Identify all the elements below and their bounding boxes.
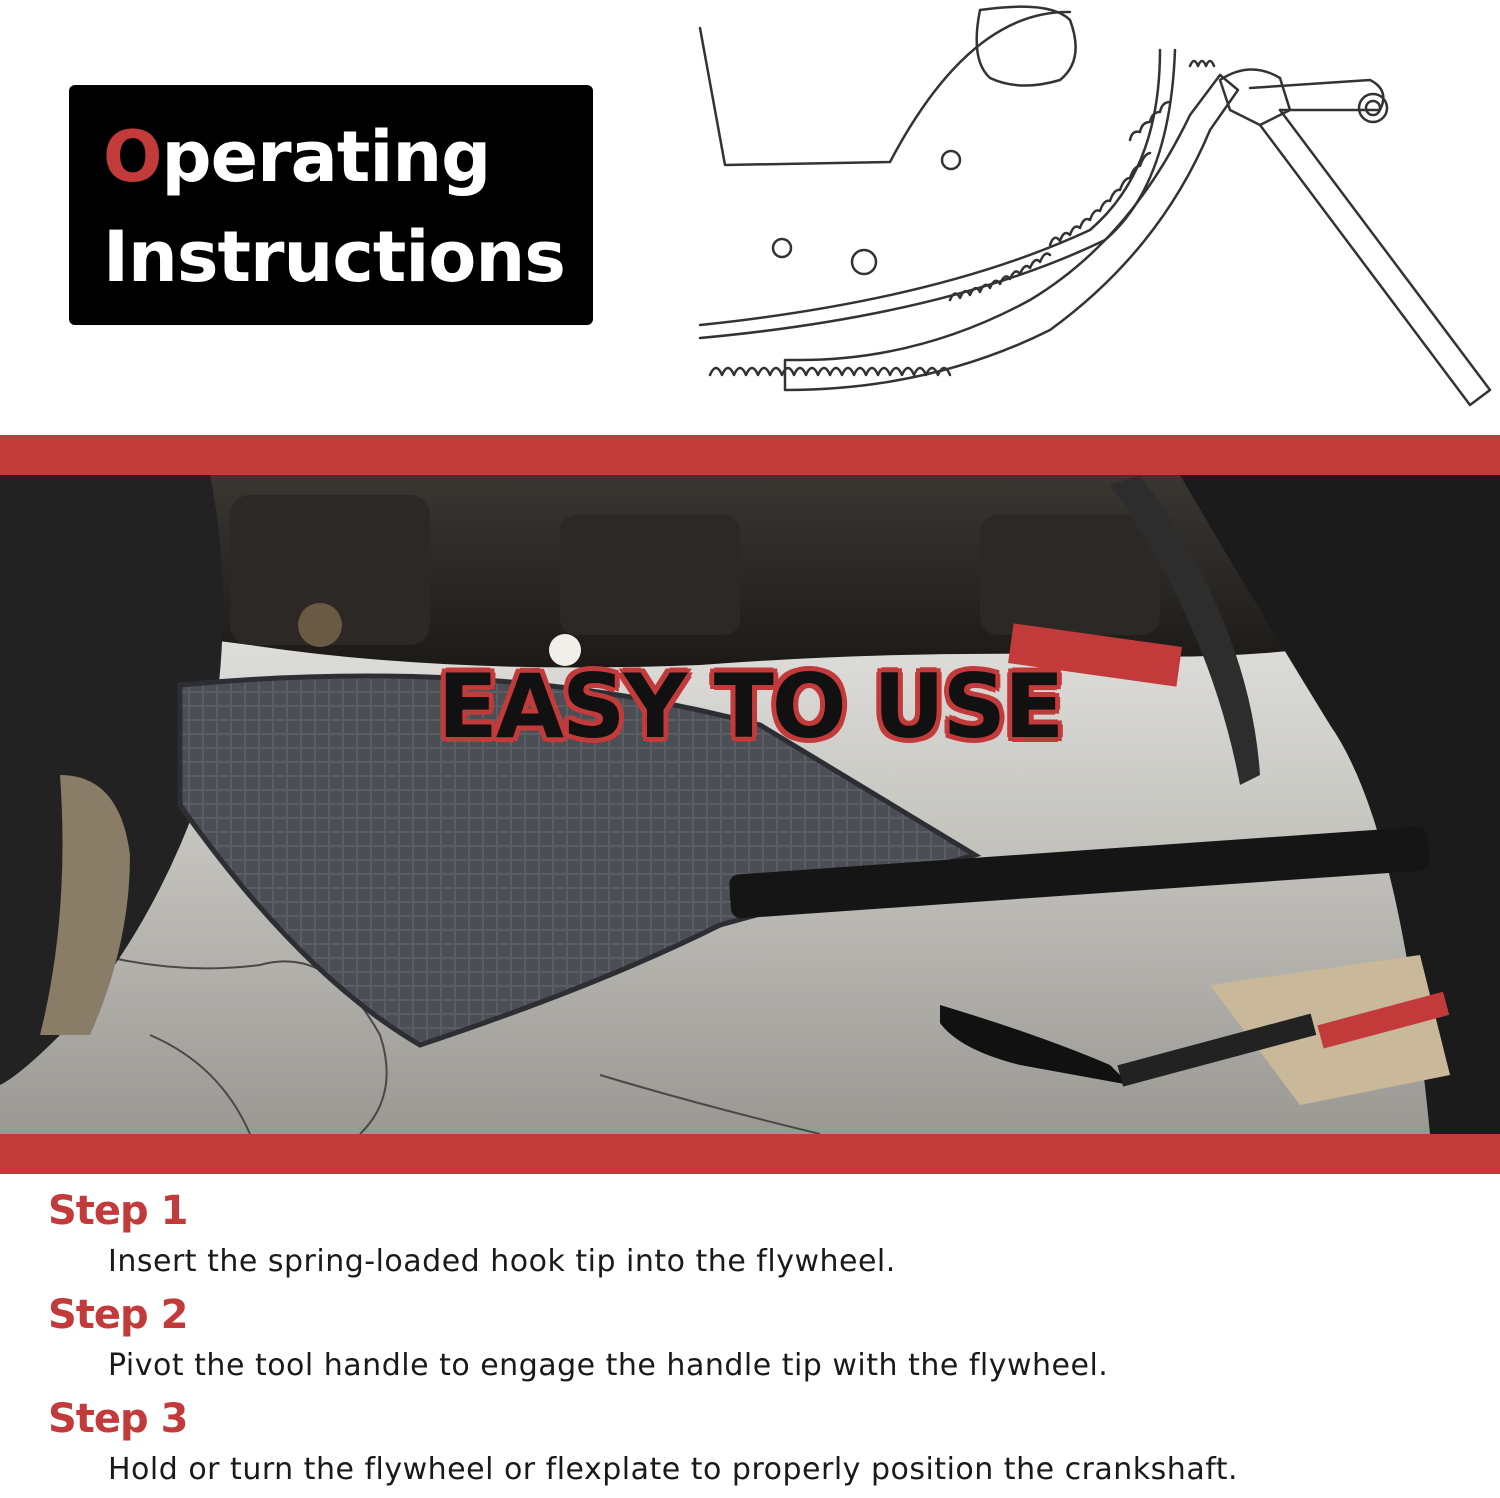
- page-title-line1: [103, 107, 593, 207]
- page-title-line2: Instructions: [103, 216, 565, 298]
- red-band-bottom: [0, 1134, 1500, 1174]
- step-2: [48, 1290, 1488, 1392]
- title-first-letter: O: [103, 116, 162, 198]
- title-box: [69, 85, 593, 325]
- step-1: [48, 1186, 1488, 1288]
- step-1-text: Insert the spring-loaded hook tip into the flywheel.: [108, 1244, 896, 1279]
- flywheel-tool-diagram-icon: [690, 0, 1500, 410]
- red-band-top: [0, 435, 1500, 475]
- steps-list: [48, 1186, 1488, 1498]
- step-3: [48, 1394, 1488, 1496]
- step-2-text: Pivot the tool handle to engage the handle tip with the flywheel.: [108, 1348, 1109, 1383]
- step-3-text: Hold or turn the flywheel or flexplate to properly position the crankshaft.: [108, 1452, 1239, 1487]
- step-3-title: Step 3: [48, 1396, 188, 1442]
- step-1-title: Step 1: [48, 1188, 188, 1234]
- step-2-title: Step 2: [48, 1292, 188, 1338]
- title-rest: perating: [161, 116, 491, 198]
- under-car-photo-icon: [0, 475, 1500, 1134]
- easy-to-use-banner: EASY TO USE: [437, 655, 1063, 758]
